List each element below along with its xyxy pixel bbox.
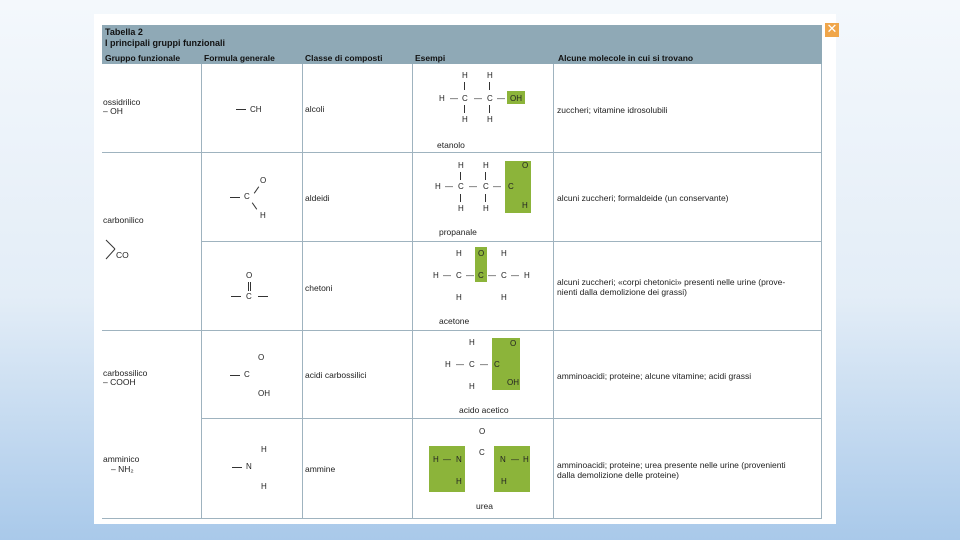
- bond-dash: —: [456, 360, 464, 369]
- atom-c: C: [462, 94, 468, 103]
- group-carbossilico: carbossilico: [103, 368, 148, 378]
- atom-h: H: [435, 182, 441, 191]
- atom-c: C: [469, 360, 475, 369]
- atom-h: H: [433, 271, 439, 280]
- atom-oh: OH: [258, 389, 270, 398]
- atom-h: H: [456, 477, 462, 486]
- header-esempi: Esempi: [415, 53, 446, 63]
- atom-o: O: [258, 353, 265, 362]
- atom-o: O: [260, 176, 267, 185]
- atom-o: O: [522, 161, 529, 170]
- atom-c: C: [478, 271, 484, 280]
- molecole-ammine-2: dalla demolizione delle proteine): [557, 470, 679, 480]
- table-number: Tabella 2: [105, 27, 143, 37]
- atom-h: H: [462, 115, 468, 124]
- atom-oh: OH: [507, 378, 519, 387]
- atom-h: H: [487, 71, 493, 80]
- group-carbonilico: carbonilico: [103, 215, 144, 225]
- header-classe: Classe di composti: [305, 53, 383, 63]
- atom-h: H: [483, 204, 489, 213]
- atom-n: N: [456, 455, 462, 464]
- highlight-nh2-right: [494, 446, 530, 492]
- bond-dash: —: [443, 455, 451, 464]
- bond-dash: —: [445, 182, 453, 191]
- atom-h: H: [483, 161, 489, 170]
- atom-h: H: [469, 338, 475, 347]
- classe-acidi: acidi carbossilici: [305, 370, 367, 380]
- atom-h: H: [523, 455, 529, 464]
- classe-chetoni: chetoni: [305, 283, 333, 293]
- atom-h: H: [456, 293, 462, 302]
- classe-aldeidi: aldeidi: [305, 193, 330, 203]
- molecole-aldeidi: alcuni zuccheri; formaldeide (un conservante): [557, 193, 729, 203]
- atom-c: C: [244, 370, 250, 379]
- bond: [230, 375, 240, 376]
- atom-oh: OH: [510, 94, 522, 103]
- header-formula: Formula generale: [204, 53, 275, 63]
- bond: [258, 296, 268, 297]
- row-divider: [201, 418, 822, 419]
- col-divider: [821, 64, 822, 519]
- bond: [231, 296, 241, 297]
- atom-o: O: [246, 271, 253, 280]
- bond-dash: —: [480, 360, 488, 369]
- atom-h: H: [501, 249, 507, 258]
- atom-h: H: [456, 249, 462, 258]
- molecole-alcoli: zuccheri; vitamine idrosolubili: [557, 105, 668, 115]
- group-carbossilico-formula: – COOH: [103, 377, 136, 387]
- atom-h: H: [487, 115, 493, 124]
- formula-alcoli: CH: [250, 105, 262, 114]
- esempio-etanolo: etanolo: [437, 140, 465, 150]
- bond-dash: —: [443, 271, 451, 280]
- atom-n: N: [500, 455, 506, 464]
- bond-dash: —: [493, 182, 501, 191]
- bond: [230, 197, 240, 198]
- bond: [464, 105, 465, 113]
- group-ossidrilico-formula: – OH: [103, 106, 123, 116]
- bond: [252, 202, 257, 209]
- bond-dash: —: [497, 94, 505, 103]
- molecole-ammine: amminoacidi; proteine; urea presente nelle urine (provenienti: [557, 460, 786, 470]
- atom-c: C: [246, 292, 252, 301]
- atom-h: H: [433, 455, 439, 464]
- atom-c: C: [458, 182, 464, 191]
- col-divider: [553, 64, 554, 519]
- bond: [485, 194, 486, 202]
- molecole-chetoni-2: nienti dalla demolizione dei grassi): [557, 287, 687, 297]
- group-amminico-formula: – NH₂: [111, 464, 134, 474]
- bond-dash: —: [474, 94, 482, 103]
- atom-c: C: [487, 94, 493, 103]
- esempio-propanale: propanale: [439, 227, 477, 237]
- atom-h: H: [458, 204, 464, 213]
- bond: [489, 105, 490, 113]
- bond-dash: —: [469, 182, 477, 191]
- bond: [485, 172, 486, 180]
- bond: [464, 82, 465, 90]
- row-divider: [102, 518, 822, 519]
- bond: [236, 109, 246, 110]
- bond: [254, 186, 259, 193]
- molecole-acidi: amminoacidi; proteine; alcune vitamine; acidi grassi: [557, 371, 752, 381]
- esempio-acido-acetico: acido acetico: [459, 405, 509, 415]
- atom-h: H: [501, 293, 507, 302]
- group-ossidrilico: ossidrilico: [103, 97, 141, 107]
- atom-h: H: [524, 271, 530, 280]
- bond: [489, 82, 490, 90]
- col-divider: [201, 64, 202, 519]
- header-gruppo: Gruppo funzionale: [105, 53, 181, 63]
- bond: [460, 172, 461, 180]
- table-subtitle: I principali gruppi funzionali: [105, 38, 225, 48]
- close-icon[interactable]: ✕: [826, 22, 838, 37]
- atom-c: C: [508, 182, 514, 191]
- atom-h: H: [261, 445, 267, 454]
- row-divider: [201, 241, 822, 242]
- header-molecole: Alcune molecole in cui si trovano: [558, 53, 694, 63]
- atom-h: H: [261, 482, 267, 491]
- group-amminico: amminico: [103, 454, 140, 464]
- atom-h: H: [469, 382, 475, 391]
- atom-o: O: [479, 427, 486, 436]
- atom-c: C: [494, 360, 500, 369]
- atom-c: C: [244, 192, 250, 201]
- atom-h: H: [439, 94, 445, 103]
- bond: [248, 282, 249, 291]
- atom-h: H: [522, 201, 528, 210]
- col-divider: [412, 64, 413, 519]
- esempio-acetone: acetone: [439, 316, 470, 326]
- atom-h: H: [501, 477, 507, 486]
- classe-alcoli: alcoli: [305, 104, 325, 114]
- bond-dash: —: [511, 271, 519, 280]
- bond: [250, 282, 251, 291]
- atom-h: H: [260, 211, 266, 220]
- bond: [460, 194, 461, 202]
- table-title: [105, 27, 225, 49]
- bond-dash: —: [450, 94, 458, 103]
- molecole-chetoni: alcuni zuccheri; «corpi chetonici» presenti nelle urine (prove-: [557, 277, 786, 287]
- atom-o: O: [510, 339, 517, 348]
- bond-dash: —: [511, 455, 519, 464]
- esempio-urea: urea: [476, 501, 494, 511]
- atom-h: H: [462, 71, 468, 80]
- atom-h: H: [445, 360, 451, 369]
- row-divider: [102, 330, 822, 331]
- row-divider: [102, 152, 822, 153]
- bond-dash: —: [488, 271, 496, 280]
- bond-dash: —: [466, 271, 474, 280]
- atom-o: O: [478, 249, 485, 258]
- atom-n: N: [246, 462, 252, 471]
- atom-h: H: [458, 161, 464, 170]
- classe-ammine: ammine: [305, 464, 336, 474]
- col-divider: [302, 64, 303, 519]
- functional-groups-table: [102, 51, 822, 519]
- bond: [232, 467, 242, 468]
- atom-c: C: [483, 182, 489, 191]
- group-carbonilico-formula: CO: [116, 250, 129, 260]
- atom-c: C: [501, 271, 507, 280]
- atom-c: C: [479, 448, 485, 457]
- atom-c: C: [456, 271, 462, 280]
